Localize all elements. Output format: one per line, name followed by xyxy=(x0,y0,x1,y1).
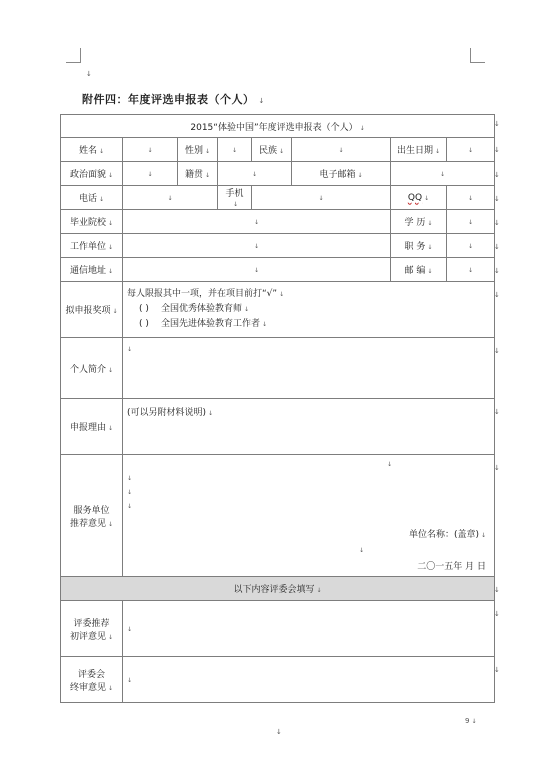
field-school[interactable]: ↓ xyxy=(123,210,391,234)
unit-name-stamp: 单位名称：(盖章) ↓ xyxy=(408,530,487,540)
label-political-status: 政治面貌 ↓ xyxy=(61,162,123,186)
label-origin: 籍贯 ↓ xyxy=(178,162,218,186)
award-checkbox-1[interactable]: ( ) xyxy=(139,304,149,314)
award-options xyxy=(123,282,495,338)
label-birthdate: 出生日期 ↓ xyxy=(391,138,447,162)
page-number: 9 ↓ xyxy=(465,717,477,725)
committee-banner: 以下内容评委会填写 ↓ xyxy=(61,577,495,601)
label-school: 毕业院校 ↓ xyxy=(61,210,123,234)
field-political-status[interactable]: ↓ xyxy=(123,162,178,186)
reason-note: (可以另附材料说明) xyxy=(127,408,207,418)
paragraph-mark: ↓ xyxy=(258,97,265,105)
label-qq: QQ ↓ xyxy=(391,186,447,210)
label-address: 通信地址 ↓ xyxy=(61,258,123,282)
award-option-1[interactable]: ( ) 全国优秀体验教育师 ↓ xyxy=(127,302,490,317)
award-option-2[interactable]: ( ) 全国先进体验教育工作者 ↓ xyxy=(127,317,490,332)
label-award: 拟申报奖项 ↓ xyxy=(61,282,123,338)
field-phone[interactable]: ↓ xyxy=(123,186,218,210)
label-education: 学 历 ↓ xyxy=(391,210,447,234)
crop-mark-top-right xyxy=(470,48,485,63)
form-heading: 2015“体验中国”年度评选申报表（个人） ↓ xyxy=(61,115,495,138)
label-final-review: 评委会 终审意见 ↓ xyxy=(61,657,123,703)
field-origin[interactable]: ↓ xyxy=(218,162,292,186)
page-title-text: 附件四：年度评选申报表（个人） xyxy=(82,93,255,106)
field-qq[interactable]: ↓ xyxy=(447,186,495,210)
label-workplace: 工作单位 ↓ xyxy=(61,234,123,258)
label-name: 姓名 ↓ xyxy=(61,138,123,162)
page-title xyxy=(82,91,265,107)
label-email: 电子邮箱 ↓ xyxy=(292,162,391,186)
field-address[interactable]: ↓ xyxy=(123,258,391,282)
footer-paragraph-mark: ↓ xyxy=(276,728,282,736)
recommendation-date: 二〇一五年 月 日 xyxy=(417,562,487,572)
field-email[interactable]: ↓ xyxy=(391,162,495,186)
field-gender[interactable]: ↓ xyxy=(218,138,252,162)
field-position[interactable]: ↓ xyxy=(447,234,495,258)
label-initial-review: 评委推荐 初评意见 ↓ xyxy=(61,601,123,657)
field-profile[interactable]: ↓ xyxy=(123,338,495,399)
label-ethnicity: 民族 ↓ xyxy=(252,138,292,162)
award-instruction: 每人限报其中一项，并在项目前打“√” ↓ xyxy=(127,289,285,299)
field-birthdate[interactable]: ↓ xyxy=(447,138,495,162)
field-reason[interactable]: (可以另附材料说明) ↓ xyxy=(123,399,495,455)
field-initial-review[interactable]: ↓ xyxy=(123,601,495,657)
application-form-table xyxy=(60,114,495,703)
field-ethnicity[interactable]: ↓ xyxy=(292,138,391,162)
field-final-review[interactable]: ↓ xyxy=(123,657,495,703)
label-gender: 性别 ↓ xyxy=(178,138,218,162)
field-mobile[interactable]: ↓ xyxy=(252,186,391,210)
field-postcode[interactable]: ↓ xyxy=(447,258,495,282)
label-recommendation: 服务单位 推荐意见 ↓ xyxy=(61,455,123,577)
label-profile: 个人简介 ↓ xyxy=(61,338,123,399)
field-workplace[interactable]: ↓ xyxy=(123,234,391,258)
label-phone: 电话 ↓ xyxy=(61,186,123,210)
award-checkbox-2[interactable]: ( ) xyxy=(139,319,149,329)
paragraph-mark: ↓ xyxy=(86,70,92,78)
crop-mark-top-left xyxy=(66,48,81,63)
field-recommendation[interactable]: ↓ ↓ ↓ ↓ 单位名称：(盖章) ↓ ↓ 二〇一五年 月 日 xyxy=(123,455,495,577)
field-education[interactable]: ↓ xyxy=(447,210,495,234)
label-position: 职 务 ↓ xyxy=(391,234,447,258)
label-postcode: 邮 编 ↓ xyxy=(391,258,447,282)
label-reason: 申报理由 ↓ xyxy=(61,399,123,455)
field-name[interactable]: ↓ xyxy=(123,138,178,162)
label-mobile: 手机↓ xyxy=(218,186,252,210)
